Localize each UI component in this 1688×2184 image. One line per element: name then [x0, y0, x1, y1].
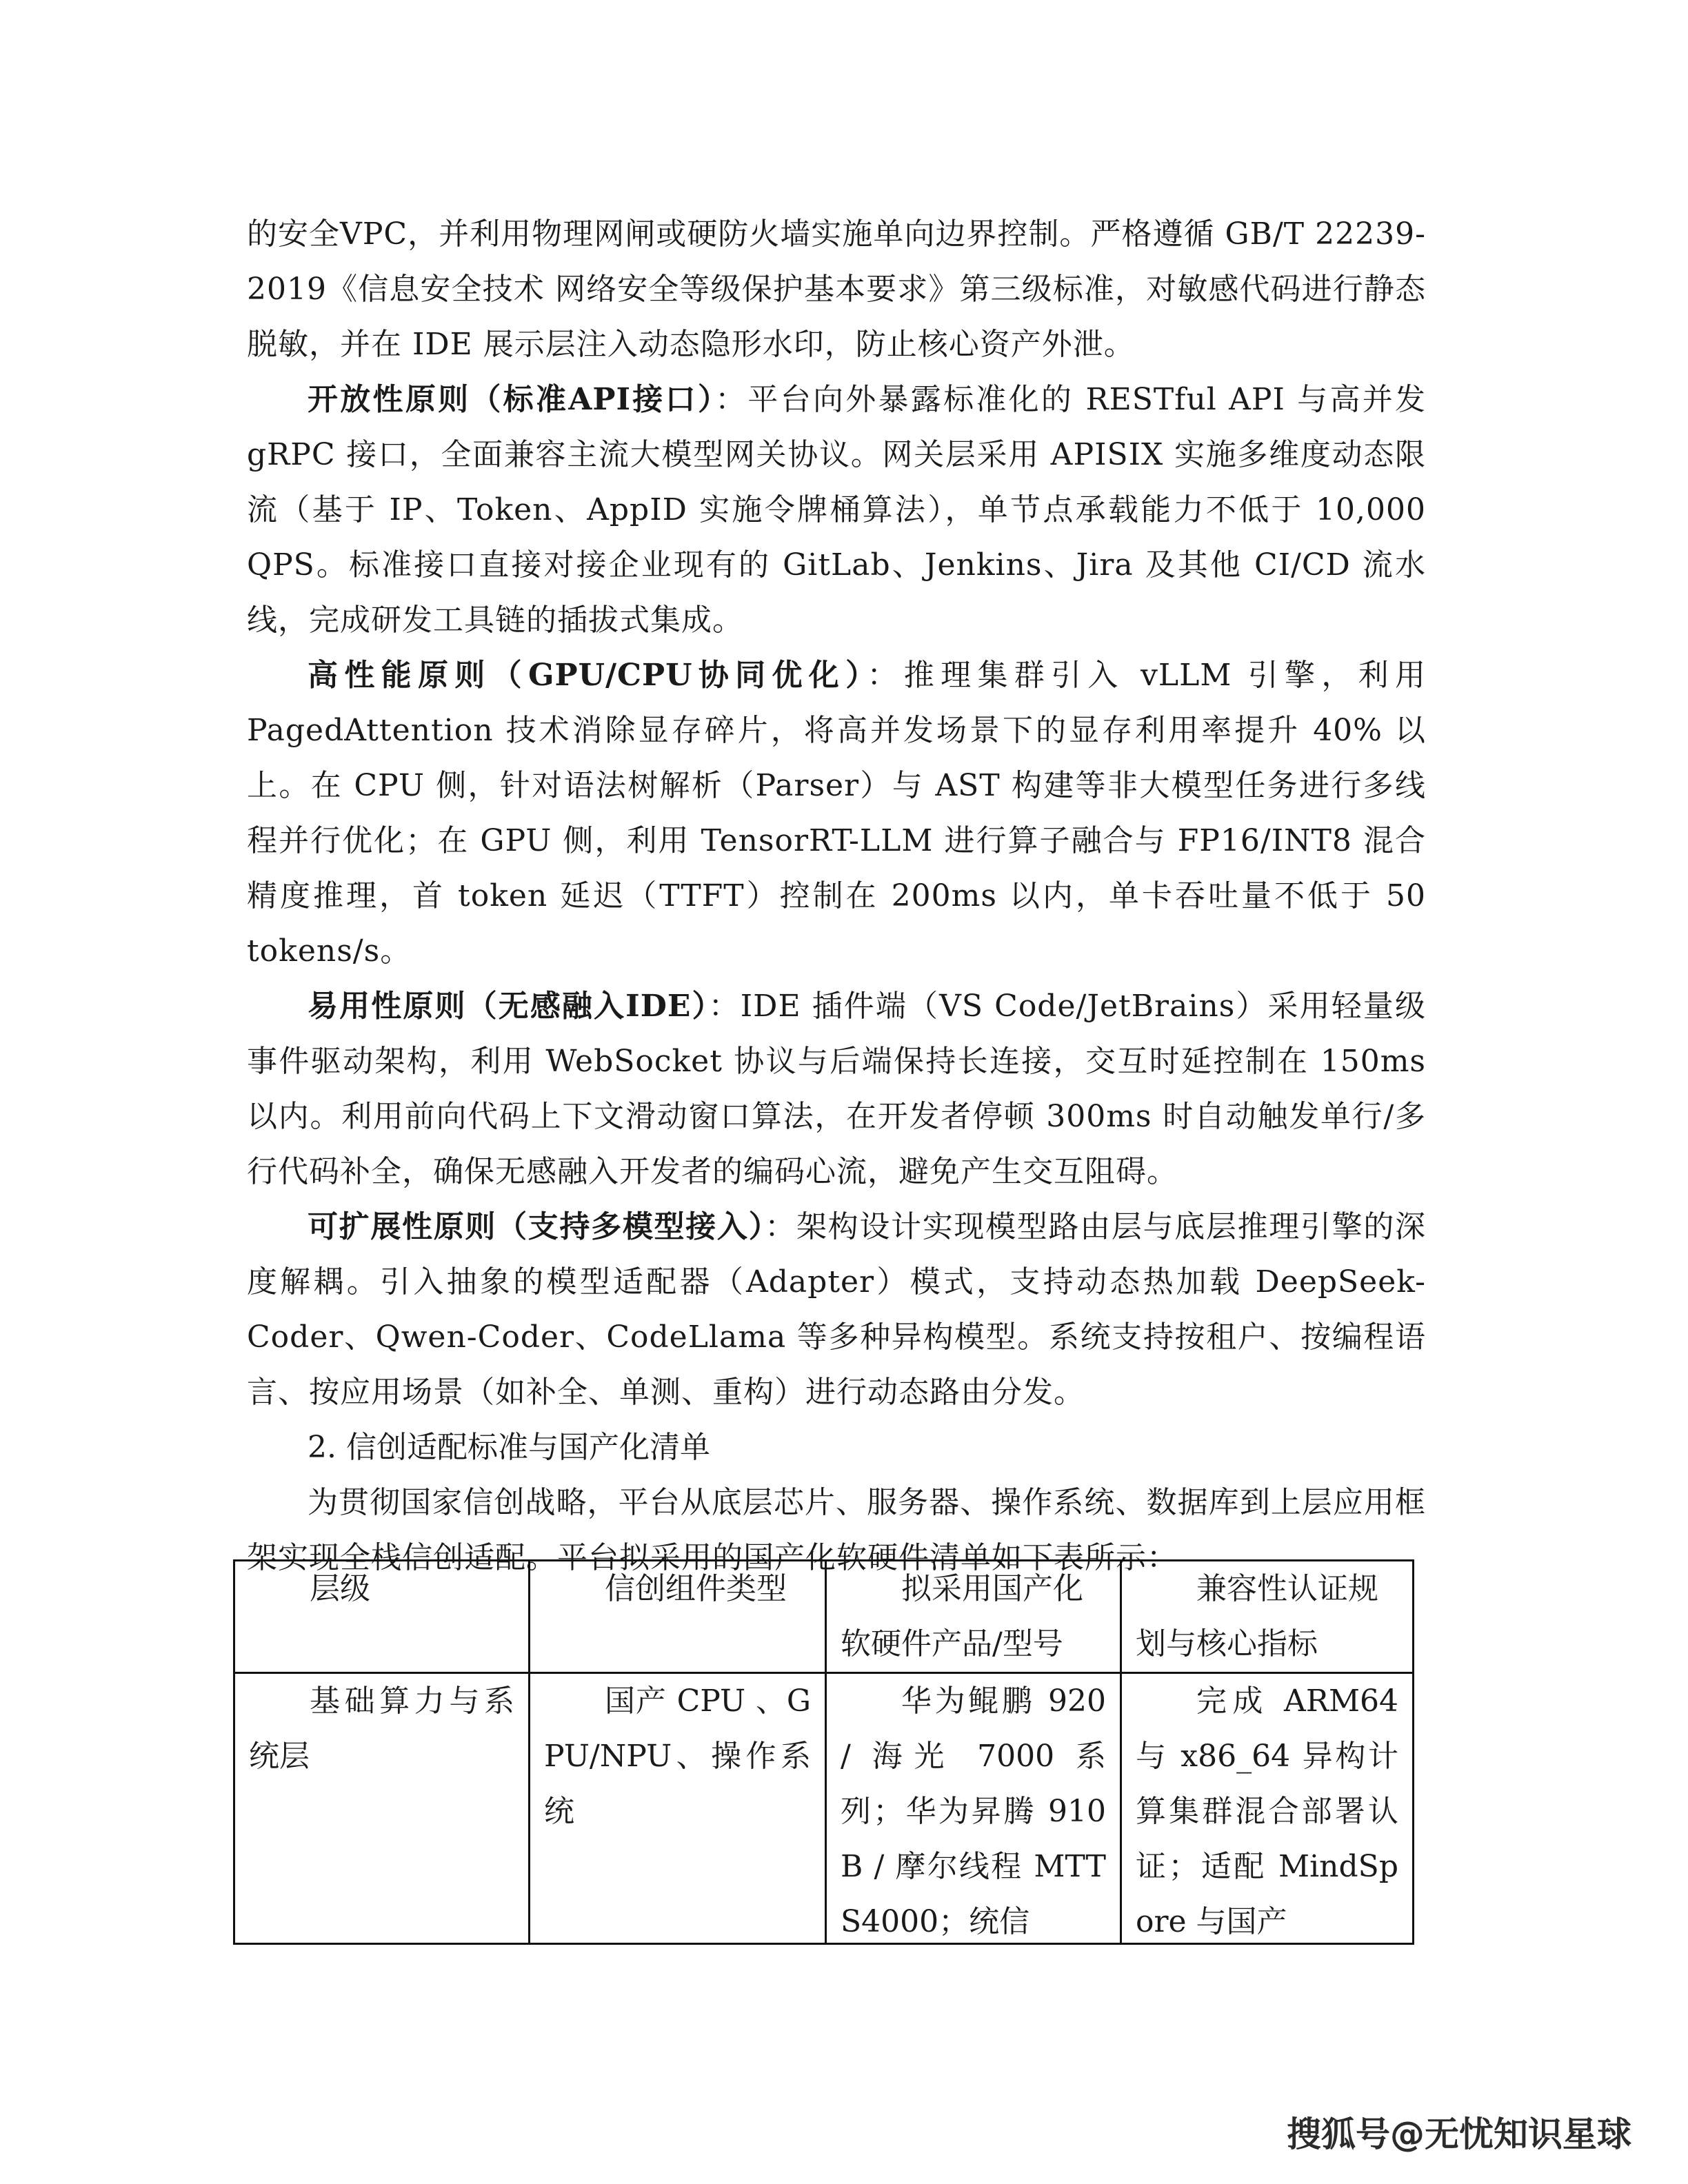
- paragraph-openness-body: ：平台向外暴露标准化的 RESTful API 与高并发 gRPC 接口，全面兼容主流大模型网关协议。网关层采用 APISIX 实施多维度动态限流（基于 IP、Token、AppID 实施令牌桶算法），单节点承载能力不低于 10,000 QPS。标准接口直接对接企业现有的 GitLab、Jenkins、Jira 及其他 CI/CD 流水线，完成研发工具链的插拔式集成。: [247, 382, 1427, 638]
- paragraph-performance-title: 高性能原则（GPU/CPU协同优化）: [308, 658, 867, 693]
- paragraph-openness: [247, 372, 1426, 648]
- paragraph-openness-title: 开放性原则（标准API接口）: [308, 382, 716, 417]
- localization-table: [233, 1559, 1414, 1945]
- table-cell: [530, 1673, 826, 1944]
- table-cell-text: 完成 ARM64 与 x86_64 异构计算集群混合部署认证；适配 MindSpore 与国产: [1136, 1684, 1398, 1939]
- paragraph-usability-body: ：IDE 插件端（VS Code/JetBrains）采用轻量级事件驱动架构，利用 WebSocket 协议与后端保持长连接，交互时延控制在 150ms 以内。利用前向代码上下文滑动窗口算法，在开发者停顿 300ms 时自动触发单行/多行代码补全，确保无感融入开发者的编码心流，避免产生交互阻碍。: [247, 989, 1426, 1189]
- paragraph-performance: [247, 648, 1426, 979]
- table-header-cell: 信创组件类型: [530, 1561, 826, 1673]
- table-header-cell: 层级: [234, 1561, 530, 1673]
- table-header-row: [234, 1561, 1414, 1673]
- paragraph-scalability-body: ：架构设计实现模型路由层与底层推理引擎的深度解耦。引入抽象的模型适配器（Adapter）模式，支持动态热加载 DeepSeek-Coder、Qwen-Coder、CodeLlama 等多种异构模型。系统支持按租户、按编程语言、按应用场景（如补全、单测、重构）进行动态路由分发。: [247, 1209, 1427, 1410]
- paragraph-security: 的安全VPC，并利用物理网闸或硬防火墙实施单向边界控制。严格遵循 GB/T 22239-2019《信息安全技术 网络安全等级保护基本要求》第三级标准，对敏感代码进行静态脱敏，并在 IDE 展示层注入动态隐形水印，防止核心资产外泄。: [247, 216, 1426, 362]
- table-cell-text: 华为鲲鹏 920 / 海光 7000 系列；华为昇腾 910B / 摩尔线程 MTT S4000；统信: [841, 1684, 1106, 1939]
- table-cell-text: 国产 CPU 、GPU/NPU、操作系统: [544, 1684, 811, 1829]
- table-header-cell: 拟采用国产化软硬件产品/型号: [826, 1561, 1121, 1673]
- paragraph-xinchuang-intro: 为贯彻国家信创战略，平台从底层芯片、服务器、操作系统、数据库到上层应用框架实现全栈信创适配。平台拟采用的国产化软硬件清单如下表所示：: [247, 1485, 1426, 1575]
- table-cell-text: 基础算力与系统层: [249, 1684, 514, 1774]
- table-cell: [826, 1673, 1121, 1944]
- paragraph-performance-body: ：推理集群引入 vLLM 引擎，利用 PagedAttention 技术消除显存碎片，将高并发场景下的显存利用率提升 40% 以上。在 CPU 侧，针对语法树解析（Parser）与 AST 构建等非大模型任务进行多线程并行优化；在 GPU 侧，利用 TensorRT-LLM 进行算子融合与 FP16/INT8 混合精度推理，首 token 延迟（TTFT）控制在 200ms 以内，单卡吞吐量不低于 50 tokens/s。: [247, 658, 1426, 969]
- document-body: [247, 207, 1426, 1586]
- paragraph-usability: [247, 979, 1426, 1200]
- section-title: 2. 信创适配标准与国产化清单: [308, 1430, 710, 1465]
- watermark: 搜狐号@无忧知识星球: [1287, 2114, 1631, 2154]
- paragraph-scalability: [247, 1200, 1426, 1420]
- table-row: [234, 1673, 1414, 1944]
- table-cell: [1121, 1673, 1414, 1944]
- paragraph-usability-title: 易用性原则（无感融入IDE）: [308, 989, 709, 1024]
- table-cell: [234, 1673, 530, 1944]
- paragraph-scalability-title: 可扩展性原则（支持多模型接入）: [308, 1209, 765, 1244]
- table-header-cell: 兼容性认证规划与核心指标: [1121, 1561, 1414, 1673]
